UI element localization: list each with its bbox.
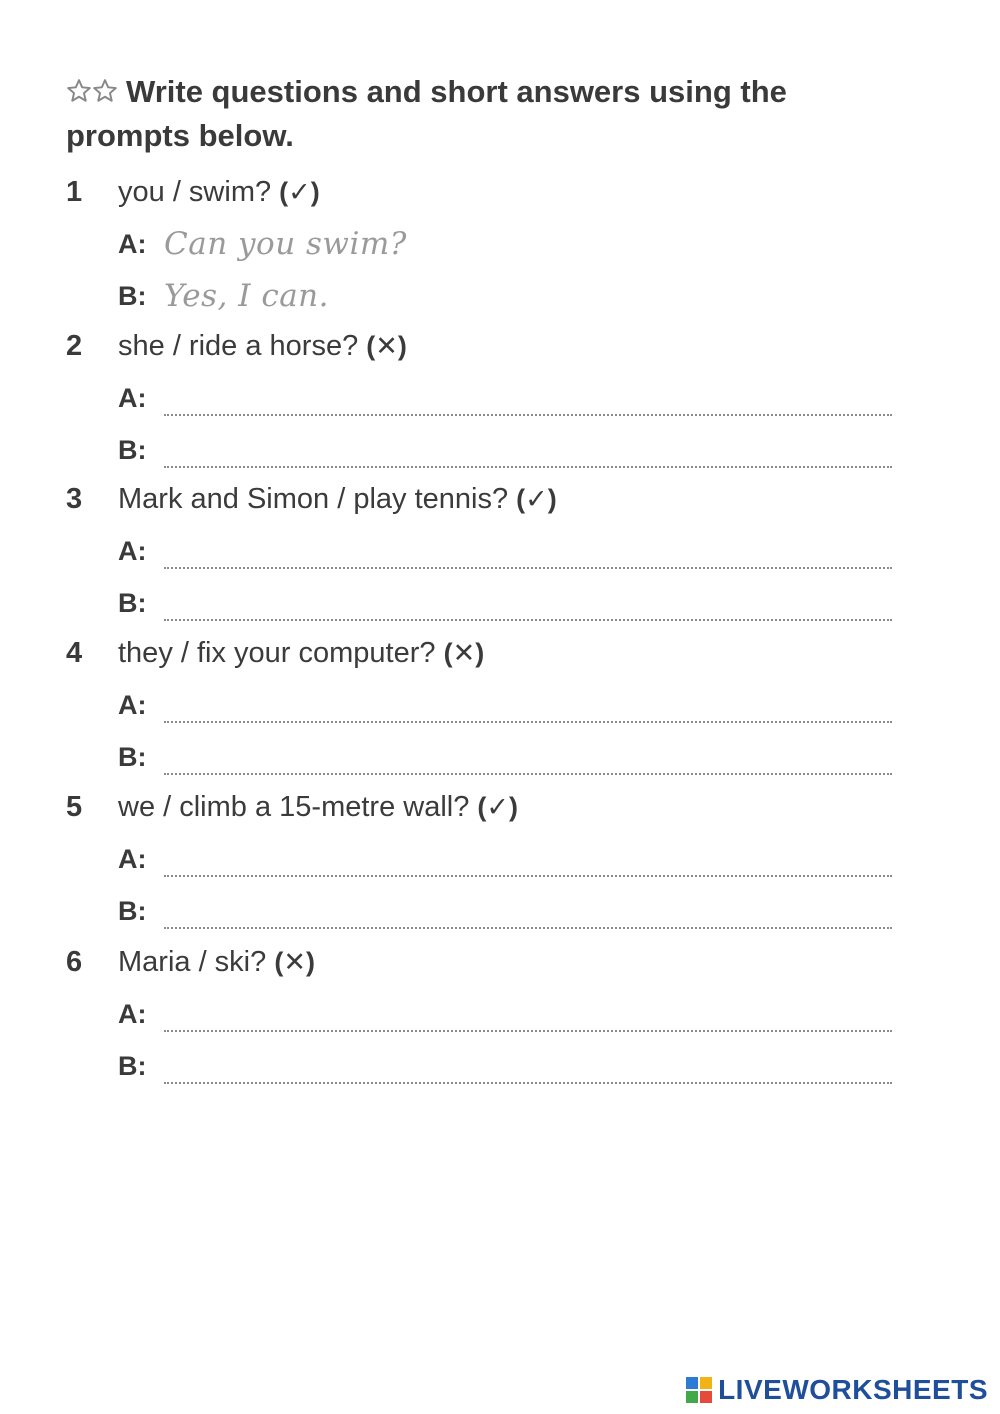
exercise-instruction bbox=[66, 70, 886, 158]
check-mark: (✓) bbox=[516, 483, 557, 514]
cross-mark: (✕) bbox=[274, 946, 315, 977]
prompt-text: Maria / ski? bbox=[118, 945, 267, 978]
exercise-item-2 bbox=[66, 320, 896, 476]
cross-mark: (✕) bbox=[443, 637, 485, 668]
item-number: 6 bbox=[66, 945, 83, 978]
answer-a-line bbox=[66, 833, 896, 885]
item-number: 1 bbox=[66, 175, 83, 208]
answer-a-field[interactable] bbox=[164, 701, 892, 723]
brand-icon bbox=[686, 1377, 712, 1403]
answer-b-field[interactable] bbox=[164, 1062, 892, 1084]
cross-mark: (✕) bbox=[366, 330, 407, 361]
label-a: A: bbox=[118, 382, 147, 413]
answer-a-line bbox=[66, 679, 896, 731]
answer-b-field[interactable] bbox=[164, 599, 892, 621]
label-b: B: bbox=[118, 895, 147, 926]
answer-a-line bbox=[66, 525, 896, 577]
exercise-item-5 bbox=[66, 781, 896, 937]
answer-a-field[interactable] bbox=[164, 855, 892, 877]
instruction-text: Write questions and short answers using the prompts below. bbox=[66, 74, 787, 153]
answer-a-field[interactable] bbox=[164, 1010, 892, 1032]
label-b: B: bbox=[118, 1050, 147, 1081]
prompt-line bbox=[66, 320, 896, 372]
item-number: 3 bbox=[66, 482, 83, 515]
prompt-line bbox=[66, 473, 896, 525]
answer-b-line bbox=[66, 270, 896, 322]
liveworksheets-logo bbox=[686, 1370, 988, 1410]
answer-a-field[interactable] bbox=[164, 547, 892, 569]
label-a: A: bbox=[118, 843, 147, 874]
label-a: A: bbox=[118, 535, 147, 566]
answer-b-line bbox=[66, 1040, 896, 1092]
label-a: A: bbox=[118, 998, 147, 1029]
answer-a-line bbox=[66, 372, 896, 424]
answer-b-text: Yes, I can. bbox=[164, 278, 329, 314]
exercise-item-3 bbox=[66, 473, 896, 629]
prompt-text: we / climb a 15-metre wall? bbox=[118, 790, 470, 823]
check-mark: (✓) bbox=[279, 176, 320, 207]
star-outline-icon bbox=[66, 78, 92, 104]
prompt-line bbox=[66, 627, 896, 679]
label-b: B: bbox=[118, 587, 147, 618]
answer-a-field[interactable] bbox=[164, 394, 892, 416]
prompt-line bbox=[66, 781, 896, 833]
answer-b-field[interactable] bbox=[164, 753, 892, 775]
label-b: B: bbox=[118, 434, 147, 465]
prompt-text: Mark and Simon / play tennis? bbox=[118, 482, 509, 515]
exercise-item-1 bbox=[66, 166, 896, 322]
prompt-line bbox=[66, 936, 896, 988]
prompt-text: they / fix your computer? bbox=[118, 636, 436, 669]
answer-a-text: Can you swim? bbox=[164, 226, 407, 262]
answer-a-line bbox=[66, 218, 896, 270]
answer-b-field[interactable] bbox=[164, 446, 892, 468]
label-b: B: bbox=[118, 280, 147, 311]
difficulty-stars bbox=[66, 78, 118, 104]
label-a: A: bbox=[118, 689, 147, 720]
prompt-text: she / ride a horse? bbox=[118, 329, 359, 362]
label-b: B: bbox=[118, 741, 147, 772]
label-a: A: bbox=[118, 228, 147, 259]
answer-b-line bbox=[66, 577, 896, 629]
star-outline-icon bbox=[92, 78, 118, 104]
check-mark: (✓) bbox=[477, 791, 519, 822]
item-number: 5 bbox=[66, 790, 83, 823]
answer-b-line bbox=[66, 731, 896, 783]
exercise-item-4 bbox=[66, 627, 896, 783]
answer-b-field[interactable] bbox=[164, 907, 892, 929]
item-number: 2 bbox=[66, 329, 83, 362]
brand-name: LIVEWORKSHEETS bbox=[718, 1374, 988, 1405]
answer-b-line bbox=[66, 424, 896, 476]
item-number: 4 bbox=[66, 636, 83, 669]
answer-a-line bbox=[66, 988, 896, 1040]
prompt-line bbox=[66, 166, 896, 218]
prompt-text: you / swim? bbox=[118, 175, 272, 208]
answer-b-line bbox=[66, 885, 896, 937]
exercise-item-6 bbox=[66, 936, 896, 1092]
